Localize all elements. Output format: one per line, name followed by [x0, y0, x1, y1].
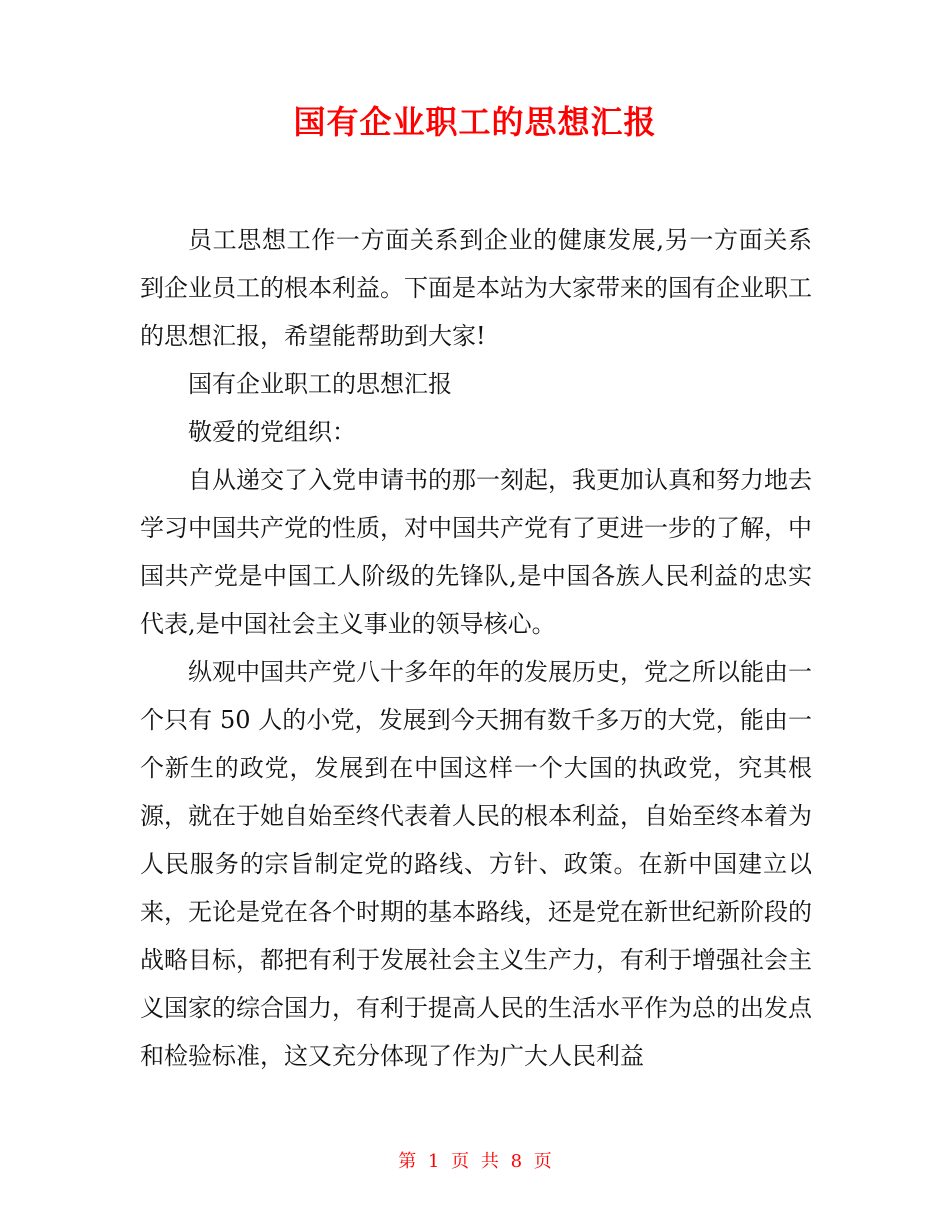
document-body — [140, 216, 812, 1080]
paragraph-salutation: 敬爱的党组织： — [188, 418, 356, 446]
paragraph-body-1: 自从递交了入党申请书的那一刻起，我更加认真和努力地去学习中国共产党的性质，对中国共产党有了更进一步的了解，中国共产党是中国工人阶级的先锋队,是中国各族人民利益的忠实代表,是中国社会主义事业的领导核心。 — [140, 466, 812, 638]
document-title: 国有企业职工的思想汇报 — [293, 103, 657, 141]
paragraph-subtitle: 国有企业职工的思想汇报 — [188, 370, 452, 398]
page-footer: 第 1 页 共 8 页 — [398, 1151, 552, 1172]
paragraph-body-2: 纵观中国共产党八十多年的年的发展历史，党之所以能由一个只有 50 人的小党，发展到今天拥有数千多万的大党，能由一个新生的政党，发展到在中国这样一个大国的执政党，究其根源，就在于她自始至终代表着人民的根本利益，自始至终本着为人民服务的宗旨制定党的路线、方针、政策。在新中国建立以来，无论是党在各个时期的基本路线，还是党在新世纪新阶段的战略目标，都把有利于发展社会主义生产力，有利于增强社会主义国家的综合国力，有利于提高人民的生活水平作为总的出发点和检验标准，这又充分体现了作为广大人民利益 — [140, 658, 812, 1070]
paragraph-intro: 员工思想工作一方面关系到企业的健康发展,另一方面关系到企业员工的根本利益。下面是本站为大家带来的国有企业职工的思想汇报，希望能帮助到大家! — [140, 226, 812, 350]
